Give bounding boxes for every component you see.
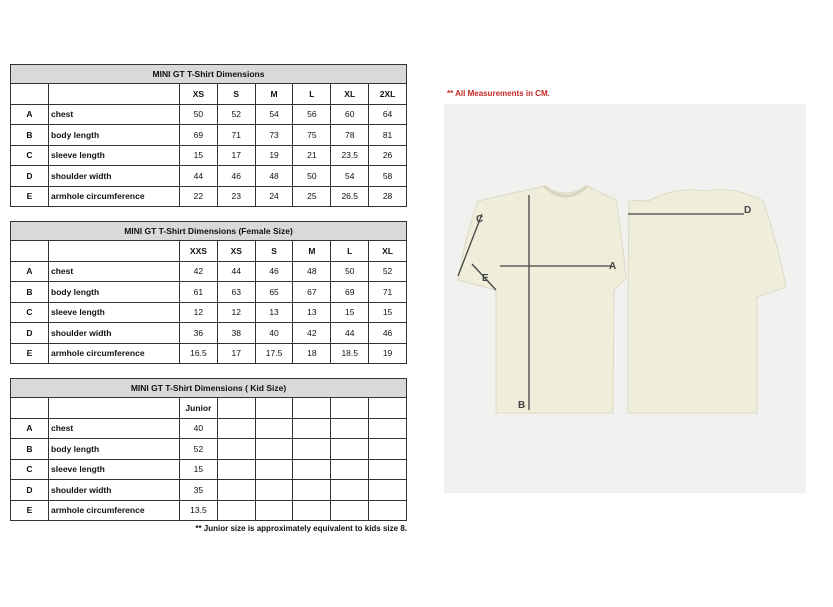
measurement-value: 24 [255, 186, 293, 207]
size-header: M [293, 241, 331, 262]
measurement-value: 19 [255, 145, 293, 166]
measurement-letter: C [11, 145, 49, 166]
table-kid-sizes [10, 378, 407, 521]
measurement-name: armhole circumference [49, 186, 180, 207]
measurement-name: body length [49, 282, 180, 303]
table-row [11, 104, 407, 125]
measurement-value: 21 [293, 145, 331, 166]
table-row [11, 282, 407, 303]
measurement-value: 81 [369, 125, 407, 146]
size-header [369, 398, 407, 419]
measurement-value: 65 [255, 282, 293, 303]
measurement-value: 23 [217, 186, 255, 207]
measurement-value: 48 [293, 261, 331, 282]
measurement-value [331, 500, 369, 521]
measurement-value [217, 480, 255, 501]
table-row [11, 418, 407, 439]
table-row [11, 186, 407, 207]
measurement-value: 44 [180, 166, 218, 187]
size-header: XXS [180, 241, 218, 262]
measurement-value: 71 [369, 282, 407, 303]
table-female-sizes [10, 221, 407, 364]
measurement-value: 13 [255, 302, 293, 323]
size-header: M [255, 84, 293, 105]
measurement-value: 69 [331, 282, 369, 303]
measurement-value: 54 [331, 166, 369, 187]
measurement-value [331, 418, 369, 439]
measurement-value: 56 [293, 104, 331, 125]
measurement-letter: A [11, 418, 49, 439]
table-row [11, 439, 407, 460]
measurement-name: chest [49, 418, 180, 439]
table-row [11, 343, 407, 364]
measurement-value [255, 418, 293, 439]
measurement-value: 13.5 [180, 500, 218, 521]
measurement-value: 54 [255, 104, 293, 125]
size-header-row [11, 241, 407, 262]
measurement-name: body length [49, 439, 180, 460]
measurement-name: sleeve length [49, 459, 180, 480]
measurement-letter: C [11, 302, 49, 323]
measurement-value [217, 500, 255, 521]
measurement-value: 40 [255, 323, 293, 344]
size-header: XS [180, 84, 218, 105]
measurement-letter: E [11, 186, 49, 207]
measurement-value [331, 439, 369, 460]
label-e: E [482, 273, 489, 284]
measurement-value [255, 500, 293, 521]
measurement-value: 19 [369, 343, 407, 364]
measurement-value: 50 [180, 104, 218, 125]
measurement-name: sleeve length [49, 145, 180, 166]
table-row [11, 261, 407, 282]
measurement-value: 40 [180, 418, 218, 439]
measurement-letter: B [11, 439, 49, 460]
measurement-name: body length [49, 125, 180, 146]
measurement-value: 17.5 [255, 343, 293, 364]
measurement-letter: D [11, 323, 49, 344]
table-title: MINI GT T-Shirt Dimensions (Female Size) [11, 222, 407, 241]
measurement-value: 22 [180, 186, 218, 207]
measurement-letter: D [11, 480, 49, 501]
measurement-value [293, 500, 331, 521]
size-header: S [255, 241, 293, 262]
measurement-value: 18.5 [331, 343, 369, 364]
header-blank [11, 84, 49, 105]
measurement-value [331, 480, 369, 501]
measurement-value: 63 [217, 282, 255, 303]
table-title-row [11, 222, 407, 241]
table-title-row [11, 379, 407, 398]
measurement-value: 78 [331, 125, 369, 146]
size-header [255, 398, 293, 419]
measurement-letter: B [11, 125, 49, 146]
measurement-value [293, 418, 331, 439]
measurement-name: chest [49, 104, 180, 125]
measurement-value: 17 [217, 145, 255, 166]
measurement-value: 26.5 [331, 186, 369, 207]
header-blank [49, 84, 180, 105]
measurement-value: 52 [180, 439, 218, 460]
measurement-value: 12 [180, 302, 218, 323]
measurement-name: chest [49, 261, 180, 282]
measurement-letter: B [11, 282, 49, 303]
header-blank [49, 241, 180, 262]
measurement-name: shoulder width [49, 323, 180, 344]
size-header: Junior [180, 398, 218, 419]
label-d: D [744, 205, 752, 216]
measurement-value: 60 [331, 104, 369, 125]
label-a: A [609, 261, 617, 272]
size-header: S [217, 84, 255, 105]
size-header-row [11, 398, 407, 419]
measurements-unit-note: ** All Measurements in CM. [447, 89, 550, 98]
size-header [331, 398, 369, 419]
measurement-value: 46 [369, 323, 407, 344]
measurement-value: 46 [255, 261, 293, 282]
measurement-value: 12 [217, 302, 255, 323]
measurement-value [217, 418, 255, 439]
table-row [11, 302, 407, 323]
measurement-value [293, 480, 331, 501]
size-header: 2XL [369, 84, 407, 105]
measurement-value: 52 [217, 104, 255, 125]
table-row [11, 125, 407, 146]
measurement-value: 23.5 [331, 145, 369, 166]
measurement-value: 44 [217, 261, 255, 282]
size-header [217, 398, 255, 419]
measurement-value [331, 459, 369, 480]
measurement-name: armhole circumference [49, 500, 180, 521]
table-title-row [11, 65, 407, 84]
header-blank [11, 241, 49, 262]
header-blank [49, 398, 180, 419]
table-row [11, 480, 407, 501]
size-header: XS [217, 241, 255, 262]
measurement-value: 58 [369, 166, 407, 187]
measurement-value [369, 480, 407, 501]
measurement-name: shoulder width [49, 166, 180, 187]
size-header [293, 398, 331, 419]
measurement-value [217, 439, 255, 460]
measurement-letter: C [11, 459, 49, 480]
measurement-value: 50 [331, 261, 369, 282]
measurement-value [217, 459, 255, 480]
measurement-value: 42 [180, 261, 218, 282]
measurement-value [293, 459, 331, 480]
measurement-value: 73 [255, 125, 293, 146]
measurement-value: 75 [293, 125, 331, 146]
measurement-value: 38 [217, 323, 255, 344]
measurement-value: 36 [180, 323, 218, 344]
label-c: C [476, 214, 484, 225]
measurement-value [369, 439, 407, 460]
measurement-value [369, 418, 407, 439]
measurement-value: 64 [369, 104, 407, 125]
measurement-letter: E [11, 343, 49, 364]
label-b: B [518, 400, 526, 411]
measurement-value: 46 [217, 166, 255, 187]
measurement-value: 50 [293, 166, 331, 187]
measurement-value: 61 [180, 282, 218, 303]
measurement-letter: D [11, 166, 49, 187]
measurement-value: 28 [369, 186, 407, 207]
header-blank [11, 398, 49, 419]
tshirt-back-image [628, 190, 786, 413]
measurement-value: 25 [293, 186, 331, 207]
measurement-value: 71 [217, 125, 255, 146]
measurement-value: 26 [369, 145, 407, 166]
measurement-value [369, 500, 407, 521]
table-title: MINI GT T-Shirt Dimensions [11, 65, 407, 84]
measurement-value: 44 [331, 323, 369, 344]
measurement-name: shoulder width [49, 480, 180, 501]
measurement-value: 16.5 [180, 343, 218, 364]
size-header: L [331, 241, 369, 262]
size-header: XL [369, 241, 407, 262]
measurement-value: 13 [293, 302, 331, 323]
measurement-value [369, 459, 407, 480]
measurement-value: 67 [293, 282, 331, 303]
size-header: L [293, 84, 331, 105]
measurement-value: 52 [369, 261, 407, 282]
measurement-value [255, 480, 293, 501]
junior-size-note: ** Junior size is approximately equivalent to kids size 8. [195, 524, 407, 533]
measurement-value [293, 439, 331, 460]
table-row [11, 459, 407, 480]
table-row [11, 323, 407, 344]
measurement-name: armhole circumference [49, 343, 180, 364]
measurement-value: 15 [331, 302, 369, 323]
measurement-value: 69 [180, 125, 218, 146]
measurement-value [255, 459, 293, 480]
measurement-name: sleeve length [49, 302, 180, 323]
measurement-letter: E [11, 500, 49, 521]
size-header: XL [331, 84, 369, 105]
table-adult-sizes [10, 64, 407, 207]
measurement-value: 48 [255, 166, 293, 187]
table-row [11, 166, 407, 187]
measurement-value: 15 [180, 459, 218, 480]
size-header-row [11, 84, 407, 105]
measurement-value: 15 [369, 302, 407, 323]
measurement-letter: A [11, 104, 49, 125]
tshirt-measurement-diagram [444, 104, 806, 493]
measurement-value: 17 [217, 343, 255, 364]
table-row [11, 500, 407, 521]
measurement-value: 42 [293, 323, 331, 344]
measurement-value [255, 439, 293, 460]
measurement-letter: A [11, 261, 49, 282]
measurement-value: 35 [180, 480, 218, 501]
table-row [11, 145, 407, 166]
measurement-value: 15 [180, 145, 218, 166]
measurement-value: 18 [293, 343, 331, 364]
table-title: MINI GT T-Shirt Dimensions ( Kid Size) [11, 379, 407, 398]
